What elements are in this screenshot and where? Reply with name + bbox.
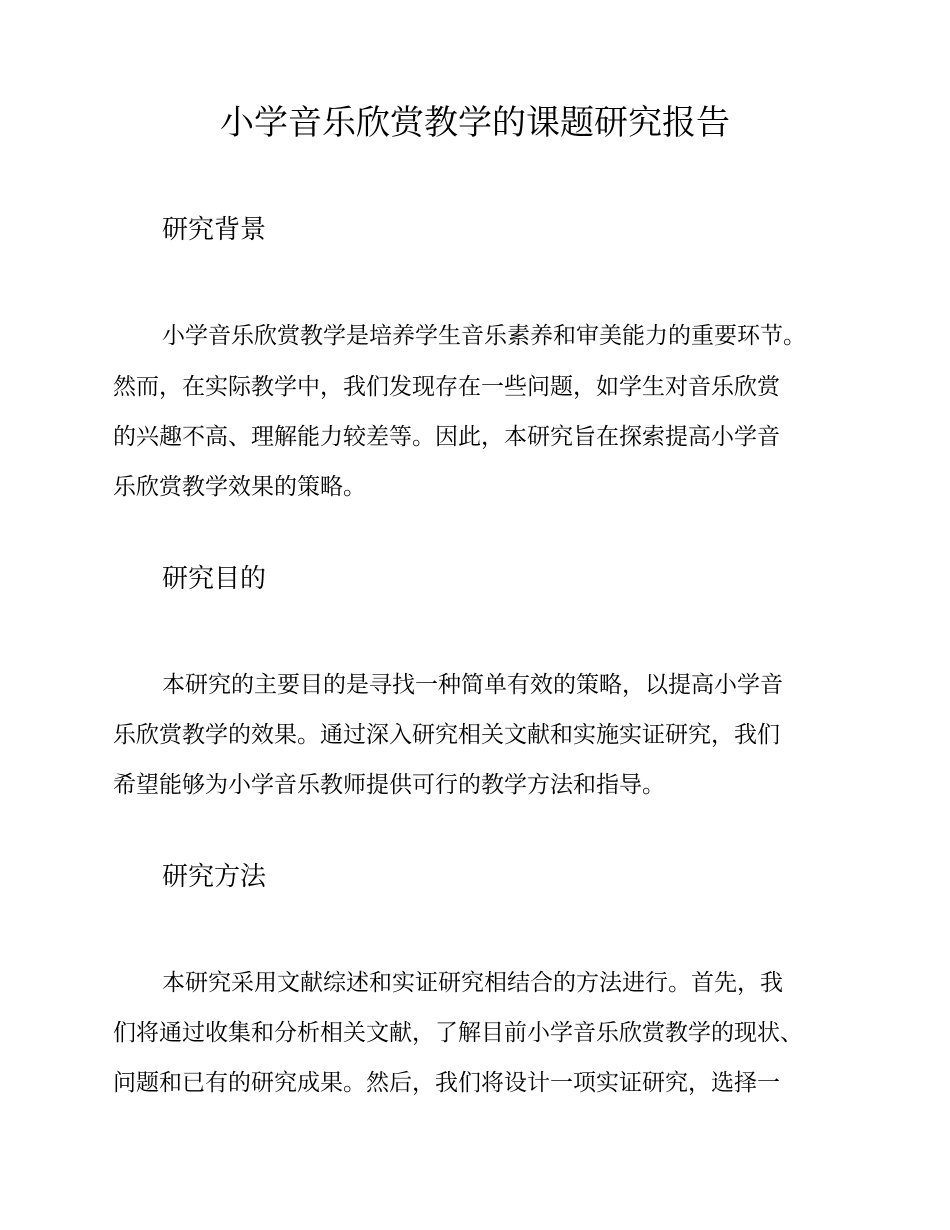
section-heading-purpose: 研究目的: [162, 564, 267, 594]
paragraph-line: 乐欣赏教学效果的策略。: [113, 474, 366, 500]
section-heading-method: 研究方法: [162, 862, 267, 892]
paragraph-line: 的兴趣不高、理解能力较差等。因此，本研究旨在探索提高小学音: [113, 424, 780, 450]
paragraph-line: 小学音乐欣赏教学是培养学生音乐素养和审美能力的重要环节。: [162, 323, 806, 349]
paragraph-line: 们将通过收集和分析相关文献，了解目前小学音乐欣赏教学的现状、: [113, 1020, 803, 1046]
document-title: 小学音乐欣赏教学的课题研究报告: [220, 103, 730, 143]
paragraph-line: 问题和已有的研究成果。然后，我们将设计一项实证研究，选择一: [113, 1070, 780, 1096]
paragraph-line: 然而，在实际教学中，我们发现存在一些问题，如学生对音乐欣赏: [113, 374, 780, 400]
paragraph-line: 本研究的主要目的是寻找一种简单有效的策略，以提高小学音: [162, 672, 783, 698]
paragraph-line: 希望能够为小学音乐教师提供可行的教学方法和指导。: [113, 772, 665, 798]
section-heading-background: 研究背景: [162, 215, 267, 245]
paragraph-line: 本研究采用文献综述和实证研究相结合的方法进行。首先，我: [162, 970, 783, 996]
paragraph-line: 乐欣赏教学的效果。通过深入研究相关文献和实施实证研究，我们: [113, 722, 780, 748]
